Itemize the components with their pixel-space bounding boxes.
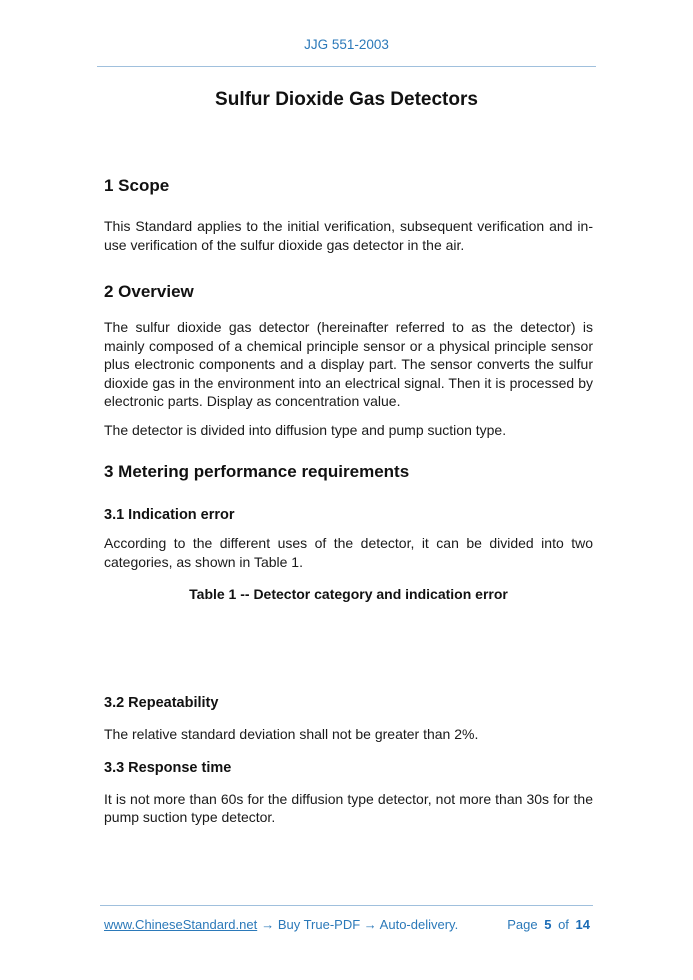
footer-rule bbox=[100, 905, 593, 906]
page-total: 14 bbox=[575, 917, 590, 932]
header-standard-code: JJG 551-2003 bbox=[304, 37, 389, 52]
page-label: Page bbox=[507, 917, 538, 932]
subsection-heading-response-time: 3.3 Response time bbox=[104, 759, 232, 776]
paragraph-response-time: It is not more than 60s for the diffusion type detector, not more than 30s for the pump suction type detector. bbox=[104, 790, 593, 825]
page-current: 5 bbox=[544, 917, 552, 932]
paragraph-scope: This Standard applies to the initial verification, subsequent verification and in-use verification of the sulfur dioxide gas detector in the air. bbox=[104, 218, 593, 253]
document-body bbox=[104, 176, 593, 827]
page-indicator bbox=[507, 917, 590, 933]
paragraph-overview-1: The sulfur dioxide gas detector (hereinafter referred to as the detector) is mainly composed of a chemical principle sensor or a physical principle sensor plus electronic components and a display part. The sensor converts the sulfur dioxide gas in the environment into an electrical signal. Then it is processed by electronic parts. Display as concentration value. bbox=[104, 319, 593, 409]
footer-tagline: → Buy True-PDF → Auto-delivery. bbox=[261, 917, 459, 932]
section-heading-scope: 1 Scope bbox=[104, 176, 170, 195]
table-1-caption: Table 1 -- Detector category and indication error bbox=[189, 586, 508, 602]
table-1-placeholder bbox=[104, 603, 593, 694]
subsection-heading-indication-error: 3.1 Indication error bbox=[104, 507, 235, 523]
paragraph-overview-2: The detector is divided into diffusion type and pump suction type. bbox=[104, 421, 507, 438]
chinesestandard-link[interactable]: www.ChineseStandard.net bbox=[104, 917, 258, 932]
document-title: Sulfur Dioxide Gas Detectors bbox=[215, 89, 478, 110]
page-of-label: of bbox=[558, 917, 569, 932]
page-footer bbox=[0, 905, 693, 933]
header-rule bbox=[97, 66, 596, 67]
paragraph-indication-error: According to the different uses of the detector, it can be divided into two categories, as shown in Table 1. bbox=[104, 535, 593, 570]
subsection-heading-repeatability: 3.2 Repeatability bbox=[104, 695, 219, 711]
section-heading-overview: 2 Overview bbox=[104, 282, 194, 301]
paragraph-repeatability: The relative standard deviation shall not be greater than 2%. bbox=[104, 726, 479, 742]
section-heading-metering: 3 Metering performance requirements bbox=[104, 462, 410, 481]
footer-promo-line bbox=[104, 917, 458, 933]
